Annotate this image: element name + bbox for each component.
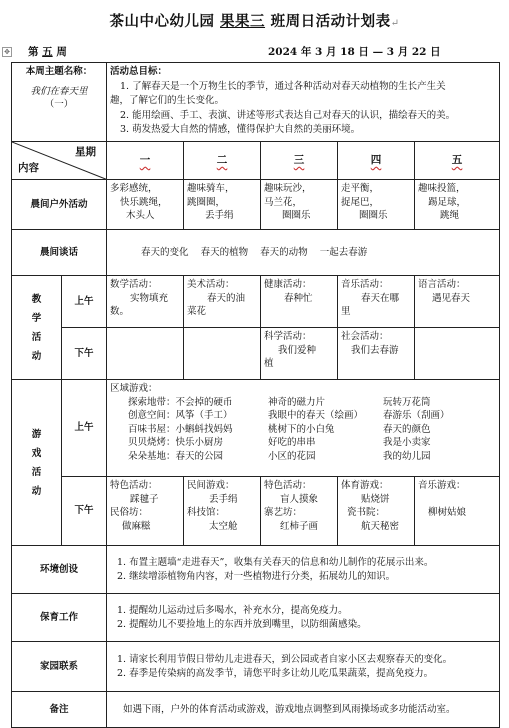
label-char: 游 <box>31 428 42 440</box>
talk-text: 春天的变化 春天的植物 春天的动物 一起去春游 <box>107 230 500 276</box>
environment-cell <box>107 546 500 594</box>
teaching-am-thu <box>338 276 415 328</box>
day-mon-label: 一 <box>139 153 151 166</box>
family-cell <box>107 642 500 692</box>
page-title <box>0 10 509 31</box>
teaching-pm-wed <box>261 328 338 380</box>
cell-text: 瓷书院： <box>347 507 386 518</box>
outdoor-row <box>12 180 500 230</box>
area-games-cell <box>107 380 500 477</box>
family-line-2: 2. 春季是传染病的高发季节，请您平时多让幼儿吃瓜果蔬菜，提高免疫力。 <box>117 667 434 679</box>
cell-text: 实物填充 <box>130 292 169 304</box>
theme-label: 本周主题名称： <box>25 66 93 77</box>
area-game: 玩转万花筒 <box>383 396 431 408</box>
cell-text: 圈圈乐 <box>359 210 388 221</box>
games-pm-label: 下午 <box>62 477 107 546</box>
teaching-pm-thu <box>338 328 415 380</box>
family-row <box>12 642 500 692</box>
week-prefix: 第 <box>28 46 39 58</box>
teaching-am-mon <box>107 276 184 328</box>
cell-text: 里 <box>341 306 351 317</box>
day-thu <box>338 142 415 180</box>
area-game: 神奇的磁力片 <box>268 396 326 408</box>
cell-text: 做麻糍 <box>122 520 151 532</box>
teaching-label <box>12 276 62 380</box>
day-wed <box>261 142 338 180</box>
cell-text: 踩毽子 <box>130 493 159 505</box>
care-row <box>12 594 500 642</box>
environment-line-2: 2. 继续增添植物角内容，对一些植物进行分类，拓展幼儿的知识。 <box>117 570 396 582</box>
cell-text: 捉尾巴， <box>341 196 380 208</box>
area-game: 我眼中的春天（绘画） <box>268 410 364 421</box>
day-fri-label: 五 <box>451 153 463 166</box>
star-label: 星期 <box>75 146 97 158</box>
games-pm-mon <box>107 477 184 546</box>
cell-text: 社会活动： <box>341 331 389 342</box>
cell-text: 春种忙 <box>284 292 313 304</box>
cell-text: 音乐活动： <box>341 279 389 290</box>
teaching-am-tue <box>184 276 261 328</box>
area-games-title: 区域游戏： <box>110 383 158 394</box>
cell-text: 春天的油 <box>207 292 246 304</box>
cell-text: 航天秘密 <box>361 520 400 532</box>
teaching-pm-label: 下午 <box>62 328 107 380</box>
teaching-pm-fri <box>415 328 500 380</box>
cell-text: 红柿子画 <box>280 520 319 532</box>
cell-text: 多彩感统， <box>110 183 158 194</box>
environment-row <box>12 546 500 594</box>
cell-text: 快乐跳绳， <box>120 196 168 208</box>
title-suffix: 班周日活动计划表 <box>270 13 391 30</box>
content-label: 内容 <box>18 161 39 174</box>
paragraph-mark-icon: ↵ <box>390 18 400 29</box>
cell-text: 太空舱 <box>209 520 238 532</box>
week-label <box>28 44 67 59</box>
cell-text: 数。 <box>110 306 130 317</box>
cell-text: 柳树姑娘 <box>428 506 467 518</box>
games-pm-wed <box>261 477 338 546</box>
label-char: 戏 <box>31 447 42 459</box>
area-game: 百味书屋：小蝌蚪找妈妈 <box>128 423 233 435</box>
games-pm-row <box>12 477 500 546</box>
environment-line-1: 1. 布置主题墙“走进春天”，收集有关春天的信息和幼儿制作的花展示出来。 <box>117 557 434 568</box>
teaching-pm-mon <box>107 328 184 380</box>
cell-text: 丢手绢 <box>205 210 234 221</box>
day-mon <box>107 142 184 180</box>
outdoor-mon <box>107 180 184 230</box>
cell-text: 圈圈乐 <box>282 210 311 221</box>
theme-cell <box>12 63 107 142</box>
cell-text: 春天在哪 <box>361 292 400 304</box>
area-game: 我是小卖家 <box>383 437 431 448</box>
cell-text: 走平衡， <box>341 183 380 194</box>
family-line-1: 1. 请家长利用节假日带幼儿走进春天，到公园或者自家小区去观察春天的变化。 <box>117 654 453 665</box>
area-game: 朵朵基地：春天的公园 <box>128 450 224 462</box>
day-tue-label: 二 <box>216 153 228 166</box>
cell-text: 健康活动： <box>264 279 312 290</box>
cell-text: 科技馆： <box>187 507 226 518</box>
outdoor-tue <box>184 180 261 230</box>
cell-text: 趣味玩沙， <box>264 183 312 194</box>
cell-text: 跳绳 <box>440 210 460 221</box>
remarks-text: 如遇下雨，户外的体育活动或游戏，游戏地点调整到风雨操场或多功能活动室。 <box>107 692 500 728</box>
cell-text: 特色活动： <box>110 480 158 491</box>
area-game: 春游乐（刮画） <box>383 410 450 421</box>
cell-text: 遇见春天 <box>432 292 471 304</box>
area-game: 我的幼儿园 <box>383 450 431 462</box>
day-fri <box>415 142 500 180</box>
cell-text: 美术活动： <box>187 279 235 290</box>
care-line-1: 1. 提醒幼儿运动过后多喝水，补充水分，提高免疫力。 <box>117 605 348 616</box>
remarks-label: 备注 <box>12 692 107 728</box>
care-cell <box>107 594 500 642</box>
environment-label: 环境创设 <box>12 546 107 594</box>
week-number: 五 <box>42 46 53 58</box>
games-am-row <box>12 380 500 477</box>
cell-text: 音乐游戏： <box>418 480 466 491</box>
label-char: 活 <box>31 466 42 478</box>
cell-text: 菜花 <box>187 306 207 317</box>
label-char: 学 <box>31 312 42 324</box>
area-game: 探索地带：不会掉的硬币 <box>128 396 233 408</box>
area-game: 创意空间：风筝（手工） <box>128 410 233 421</box>
outdoor-fri <box>415 180 500 230</box>
table-move-handle-icon[interactable]: ✥ <box>2 47 12 57</box>
cell-text: 贴烧饼 <box>361 493 390 505</box>
weekly-plan-table <box>11 62 500 728</box>
goal-title: 活动总目标： <box>110 66 168 77</box>
games-am-label: 上午 <box>62 380 107 477</box>
cell-text: 踢足球， <box>428 196 467 208</box>
cell-text: 盲人摸象 <box>280 493 319 505</box>
goal-cell <box>107 63 500 142</box>
label-char: 活 <box>31 331 42 343</box>
teaching-pm-row <box>12 328 500 380</box>
day-wed-label: 三 <box>293 153 305 166</box>
area-game: 春天的颜色 <box>383 423 431 435</box>
cell-text: 特色活动： <box>264 480 312 491</box>
cell-text: 跳圈圈， <box>187 196 226 208</box>
cell-text: 马兰花， <box>264 196 303 208</box>
goal-line-2: 趣，了解它们的生长变化。 <box>110 95 225 106</box>
goal-line-4: 3. 萌发热爱大自然的情感，懂得保护大自然的美丽环境。 <box>120 124 361 135</box>
care-line-2: 2. 提醒幼儿不要捡地上的东西并放到嘴里，以防细菌感染。 <box>117 618 367 630</box>
talk-row <box>12 230 500 276</box>
goal-line-3: 2. 能用绘画、手工、表演、讲述等形式表达自己对春天的认识，描绘春天的美。 <box>120 109 456 121</box>
cell-text: 丢手绢 <box>209 493 238 505</box>
label-char: 教 <box>31 293 42 305</box>
games-pm-tue <box>184 477 261 546</box>
cell-text: 植 <box>264 358 274 369</box>
care-label: 保育工作 <box>12 594 107 642</box>
cell-text: 民俗坊： <box>110 507 149 518</box>
area-game: 桃树下的小白兔 <box>268 423 335 435</box>
area-games-grid <box>110 396 496 464</box>
goal-line-1: 1. 了解春天是一个万物生长的季节，通过各种活动对春天动植物的生长产生关 <box>120 80 446 92</box>
title-school: 茶山中心幼儿园 <box>109 13 215 30</box>
week-suffix: 周 <box>56 46 67 58</box>
title-class: 果果三 <box>220 13 266 30</box>
teaching-am-row <box>12 276 500 328</box>
theme-row <box>12 63 500 142</box>
day-header-row <box>12 142 500 180</box>
games-pm-fri <box>415 477 500 546</box>
label-char: 动 <box>31 350 42 362</box>
teaching-pm-tue <box>184 328 261 380</box>
cell-text: 我们爱种 <box>278 344 317 356</box>
cell-text: 我们去春游 <box>351 344 399 356</box>
outdoor-label: 晨间户外活动 <box>12 180 107 230</box>
day-tue <box>184 142 261 180</box>
games-label <box>12 380 62 546</box>
cell-text: 科学活动： <box>264 331 312 342</box>
cell-text: 数学活动： <box>110 279 158 290</box>
teaching-am-fri <box>415 276 500 328</box>
cell-text: 寨艺坊： <box>264 507 303 518</box>
cell-text: 木头人 <box>126 210 155 221</box>
games-pm-thu <box>338 477 415 546</box>
outdoor-wed <box>261 180 338 230</box>
cell-text: 体育游戏： <box>341 480 389 491</box>
cell-text: 趣味投篮， <box>418 183 466 194</box>
date-range: 2024 年 3 月 18 日 — 3 月 22 日 <box>268 46 441 58</box>
cell-text: 民间游戏： <box>187 480 235 491</box>
theme-part: （一） <box>44 99 74 110</box>
area-game: 小区的花园 <box>268 450 316 462</box>
teaching-am-wed <box>261 276 338 328</box>
cell-text: 语言活动： <box>418 279 466 290</box>
area-game: 贝贝烧烤：快乐小厨房 <box>128 437 224 448</box>
cell-text: 趣味骑车， <box>187 183 235 194</box>
family-label: 家园联系 <box>12 642 107 692</box>
day-header-corner <box>12 142 107 180</box>
outdoor-thu <box>338 180 415 230</box>
day-thu-label: 四 <box>370 153 382 166</box>
talk-label: 晨间谈话 <box>12 230 107 276</box>
area-game: 好吃的串串 <box>268 437 316 448</box>
theme-name: 我们在春天里 <box>30 85 88 97</box>
teaching-am-label: 上午 <box>62 276 107 328</box>
remarks-row <box>12 692 500 728</box>
label-char: 动 <box>31 485 42 497</box>
